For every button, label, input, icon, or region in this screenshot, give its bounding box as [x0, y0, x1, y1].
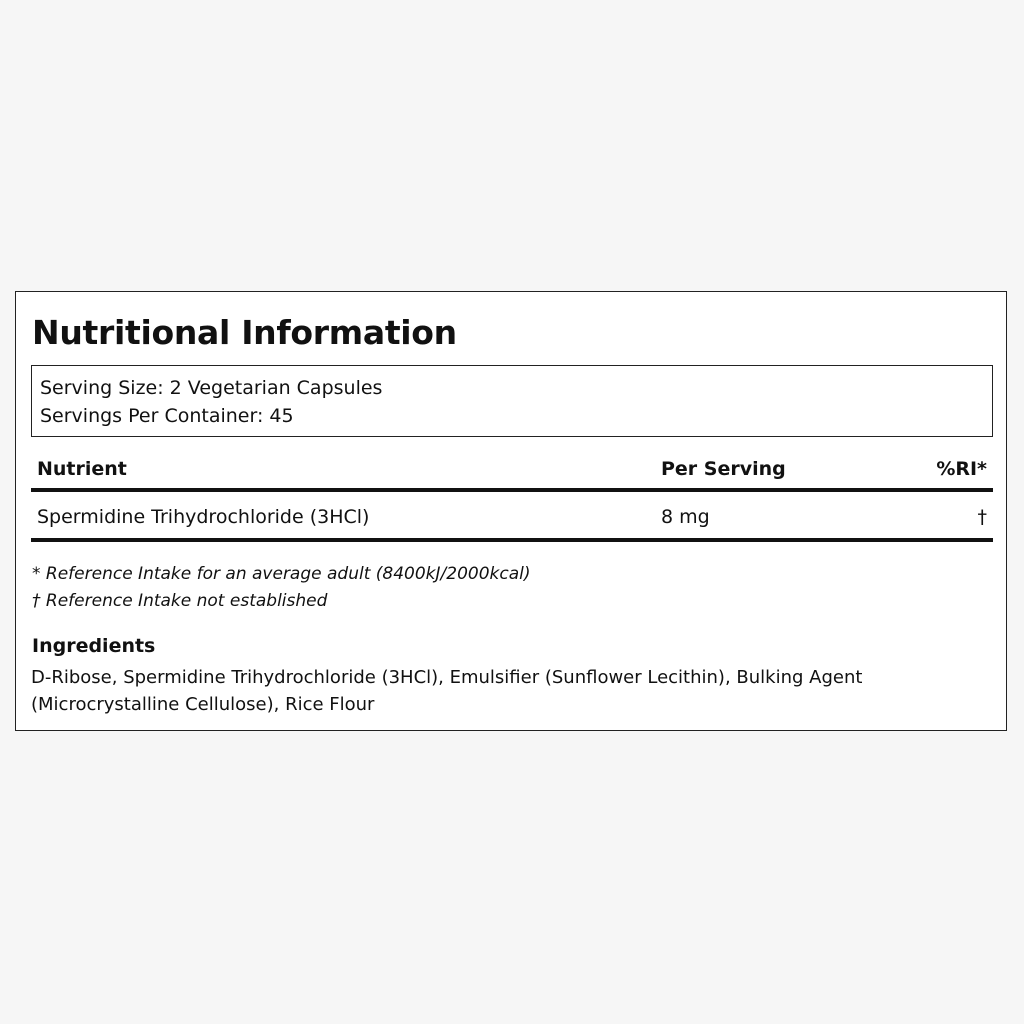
servings-per-container: Servings Per Container: 45 — [40, 405, 294, 427]
row-ri: † — [977, 506, 987, 528]
table-row — [31, 492, 993, 542]
footnotes — [32, 561, 531, 615]
nutrition-panel — [15, 291, 1007, 731]
row-nutrient: Spermidine Trihydrochloride (3HCl) — [37, 506, 370, 528]
footnote-not-established: † Reference Intake not established — [32, 591, 328, 611]
panel-title: Nutritional Information — [32, 313, 457, 352]
row-per-serving: 8 mg — [661, 506, 710, 528]
table-header-row — [31, 450, 993, 492]
serving-size: Serving Size: 2 Vegetarian Capsules — [40, 377, 383, 399]
header-per-serving: Per Serving — [661, 458, 786, 480]
ingredients-text: D-Ribose, Spermidine Trihydrochloride (3HCl), Emulsifier (Sunflower Lecithin), Bulking Agent (Microcrystalline Cellulose), Rice Flour — [31, 667, 863, 715]
nutrient-table — [31, 450, 993, 542]
header-ri: %RI* — [936, 458, 987, 480]
header-nutrient: Nutrient — [37, 458, 127, 480]
ingredients-heading: Ingredients — [32, 635, 156, 657]
footnote-ri: * Reference Intake for an average adult (8400kJ/2000kcal) — [32, 564, 531, 584]
serving-info-box — [31, 365, 993, 437]
